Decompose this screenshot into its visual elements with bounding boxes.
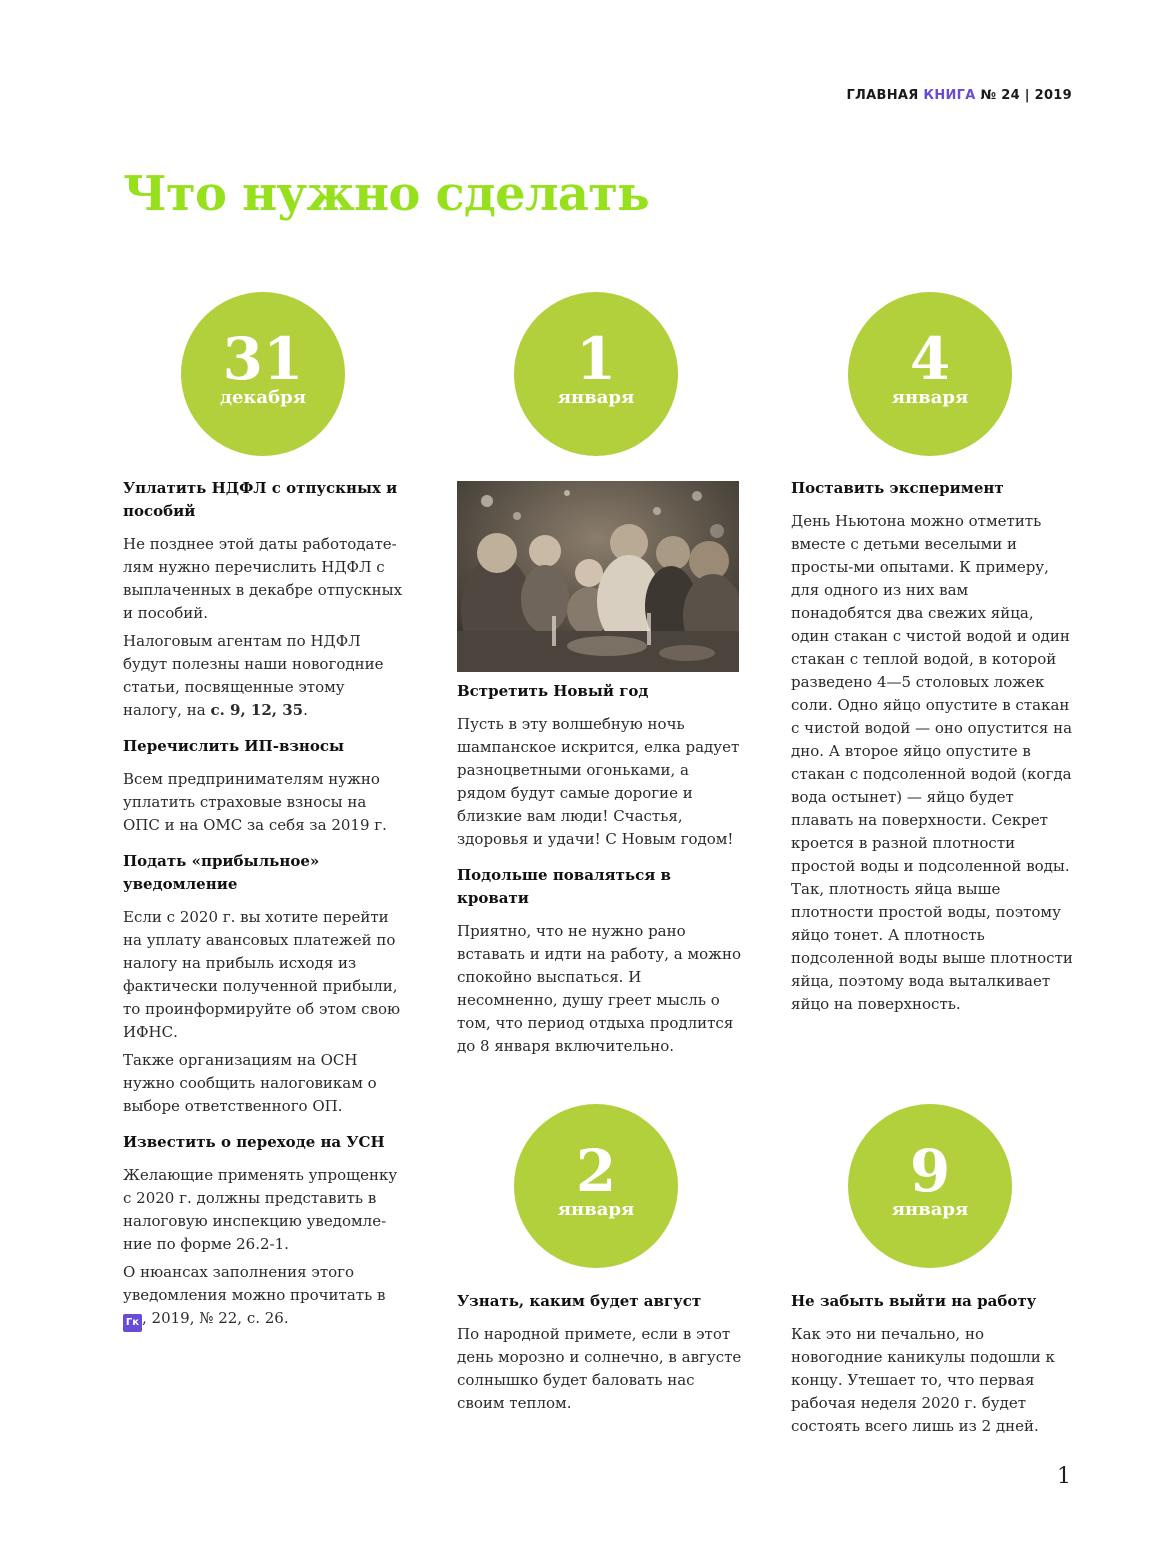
- item-title-sleep: Подольше поваляться в кровати: [457, 866, 671, 907]
- date-day: 4: [909, 325, 951, 393]
- item-title-august: Узнать, каким будет август: [457, 1292, 702, 1310]
- item-text: День Ньютона можно отметить вместе с детьми веселыми и просты-ми опытами. К примеру, для одного из них вам понадобятся два свежих яйца, один стакан с чистой водой и один стакан с теплой водой, в которой разведено 4—5 столовых ложек соли. Одно яйцо опустите в стакан с чистой водой — оно опустится на дно. А второе яйцо опустите в стакан с подсоленной водой (когда вода остынет) — яйцо будет плавать на поверхности. Секрет кроется в разной плотности простой воды и подсоленной воды. Так, плотность яйца выше плотности простой воды, поэтому яйцо тонет. А плотность подсоленной воды выше плотности яйца, поэтому вода выталкивает яйцо на поверхность.: [791, 512, 1073, 1013]
- date-month: января: [891, 387, 969, 408]
- item-text: Пусть в эту волшебную ночь шампанское искрится, елка радует разноцветными огоньками, а рядом будут самые дорогие и близкие вам люди! Счастья, здоровья и удачи! С Новым годом!: [457, 715, 740, 848]
- page-reference: с. 9, 12, 35: [210, 701, 304, 719]
- column-middle: [457, 481, 742, 1063]
- item-title-ip: Перечислить ИП-взносы: [123, 737, 345, 755]
- date-circle-jan-4: [848, 292, 1012, 456]
- item-text: Если с 2020 г. вы хотите перейти на уплату авансовых платежей по налогу на прибыль исходя из фактически полученной прибыли, то проинформируйте об этом свою ИФНС.: [123, 908, 401, 1041]
- item-text: Также организациям на ОСН нужно сообщить налоговикам о выборе ответственного ОП.: [123, 1051, 377, 1115]
- date-month: декабря: [219, 387, 306, 408]
- item-title-ndfl: Уплатить НДФЛ с отпускных и пособий: [123, 479, 398, 520]
- item-title-profit: Подать «прибыльное» уведомление: [123, 852, 320, 893]
- masthead-issue: № 24 | 2019: [980, 88, 1072, 103]
- item-text: По народной примете, если в этот день морозно и солнечно, в августе солнышко будет баловать нас своим теплом.: [457, 1325, 742, 1412]
- column-middle-bottom: [457, 1290, 742, 1420]
- item-text-ref: Налоговым агентам по НДФЛ будут полезны наши новогодние статьи, посвященные этому налогу, на с. 9, 12, 35.: [123, 632, 384, 719]
- date-day: 31: [222, 325, 304, 393]
- family-dinner-photo: [457, 481, 739, 672]
- item-title-new-year: Встретить Новый год: [457, 682, 649, 700]
- date-circle-dec-31: [181, 292, 345, 456]
- item-title-experiment: Поставить эксперимент: [791, 479, 1004, 497]
- item-text: Не позднее этой даты работодате-лям нужно перечислить НДФЛ с выплаченных в декабре отпускных и пособий.: [123, 535, 403, 622]
- date-circle-jan-2: [514, 1104, 678, 1268]
- masthead-brand: ГЛАВНАЯ: [846, 88, 919, 103]
- date-circle-jan-1: [514, 292, 678, 456]
- item-text: Приятно, что не нужно рано вставать и идти на работу, а можно спокойно выспаться. И несомненно, душу греет мысль о том, что период отдыха продлится до 8 января включительно.: [457, 922, 741, 1055]
- column-left: [123, 477, 405, 1337]
- item-text-ref: О нюансах заполнения этого уведомления можно прочитать в Гк , 2019, № 22, с. 26.: [123, 1261, 405, 1332]
- item-text: Желающие применять упрощенку с 2020 г. должны представить в налоговую инспекцию уведомле-ние по форме 26.2-1.: [123, 1166, 398, 1253]
- date-circle-jan-9: [848, 1104, 1012, 1268]
- date-day: 9: [909, 1137, 951, 1205]
- page-number: 1: [1057, 1464, 1071, 1489]
- masthead: [846, 88, 1072, 103]
- item-title-work: Не забыть выйти на работу: [791, 1292, 1037, 1310]
- item-text: Всем предпринимателям нужно уплатить страховые взносы на ОПС и на ОМС за себя за 2019 г.: [123, 770, 387, 834]
- date-month: января: [557, 1199, 635, 1220]
- column-right-bottom: [791, 1290, 1076, 1443]
- page-title: Что нужно сделать: [123, 166, 649, 222]
- column-right: [791, 477, 1073, 1021]
- date-month: января: [557, 387, 635, 408]
- date-day: 2: [575, 1137, 617, 1205]
- date-day: 1: [575, 325, 617, 393]
- item-text: Как это ни печально, но новогодние каникулы подошли к концу. Утешает то, что первая рабочая неделя 2020 г. будет состоять всего лишь из 2 дней.: [791, 1325, 1055, 1435]
- masthead-brand-accent: КНИГА: [923, 88, 976, 103]
- item-title-usn: Известить о переходе на УСН: [123, 1133, 385, 1151]
- date-month: января: [891, 1199, 969, 1220]
- glavkniga-logo-icon: Гк: [123, 1314, 142, 1332]
